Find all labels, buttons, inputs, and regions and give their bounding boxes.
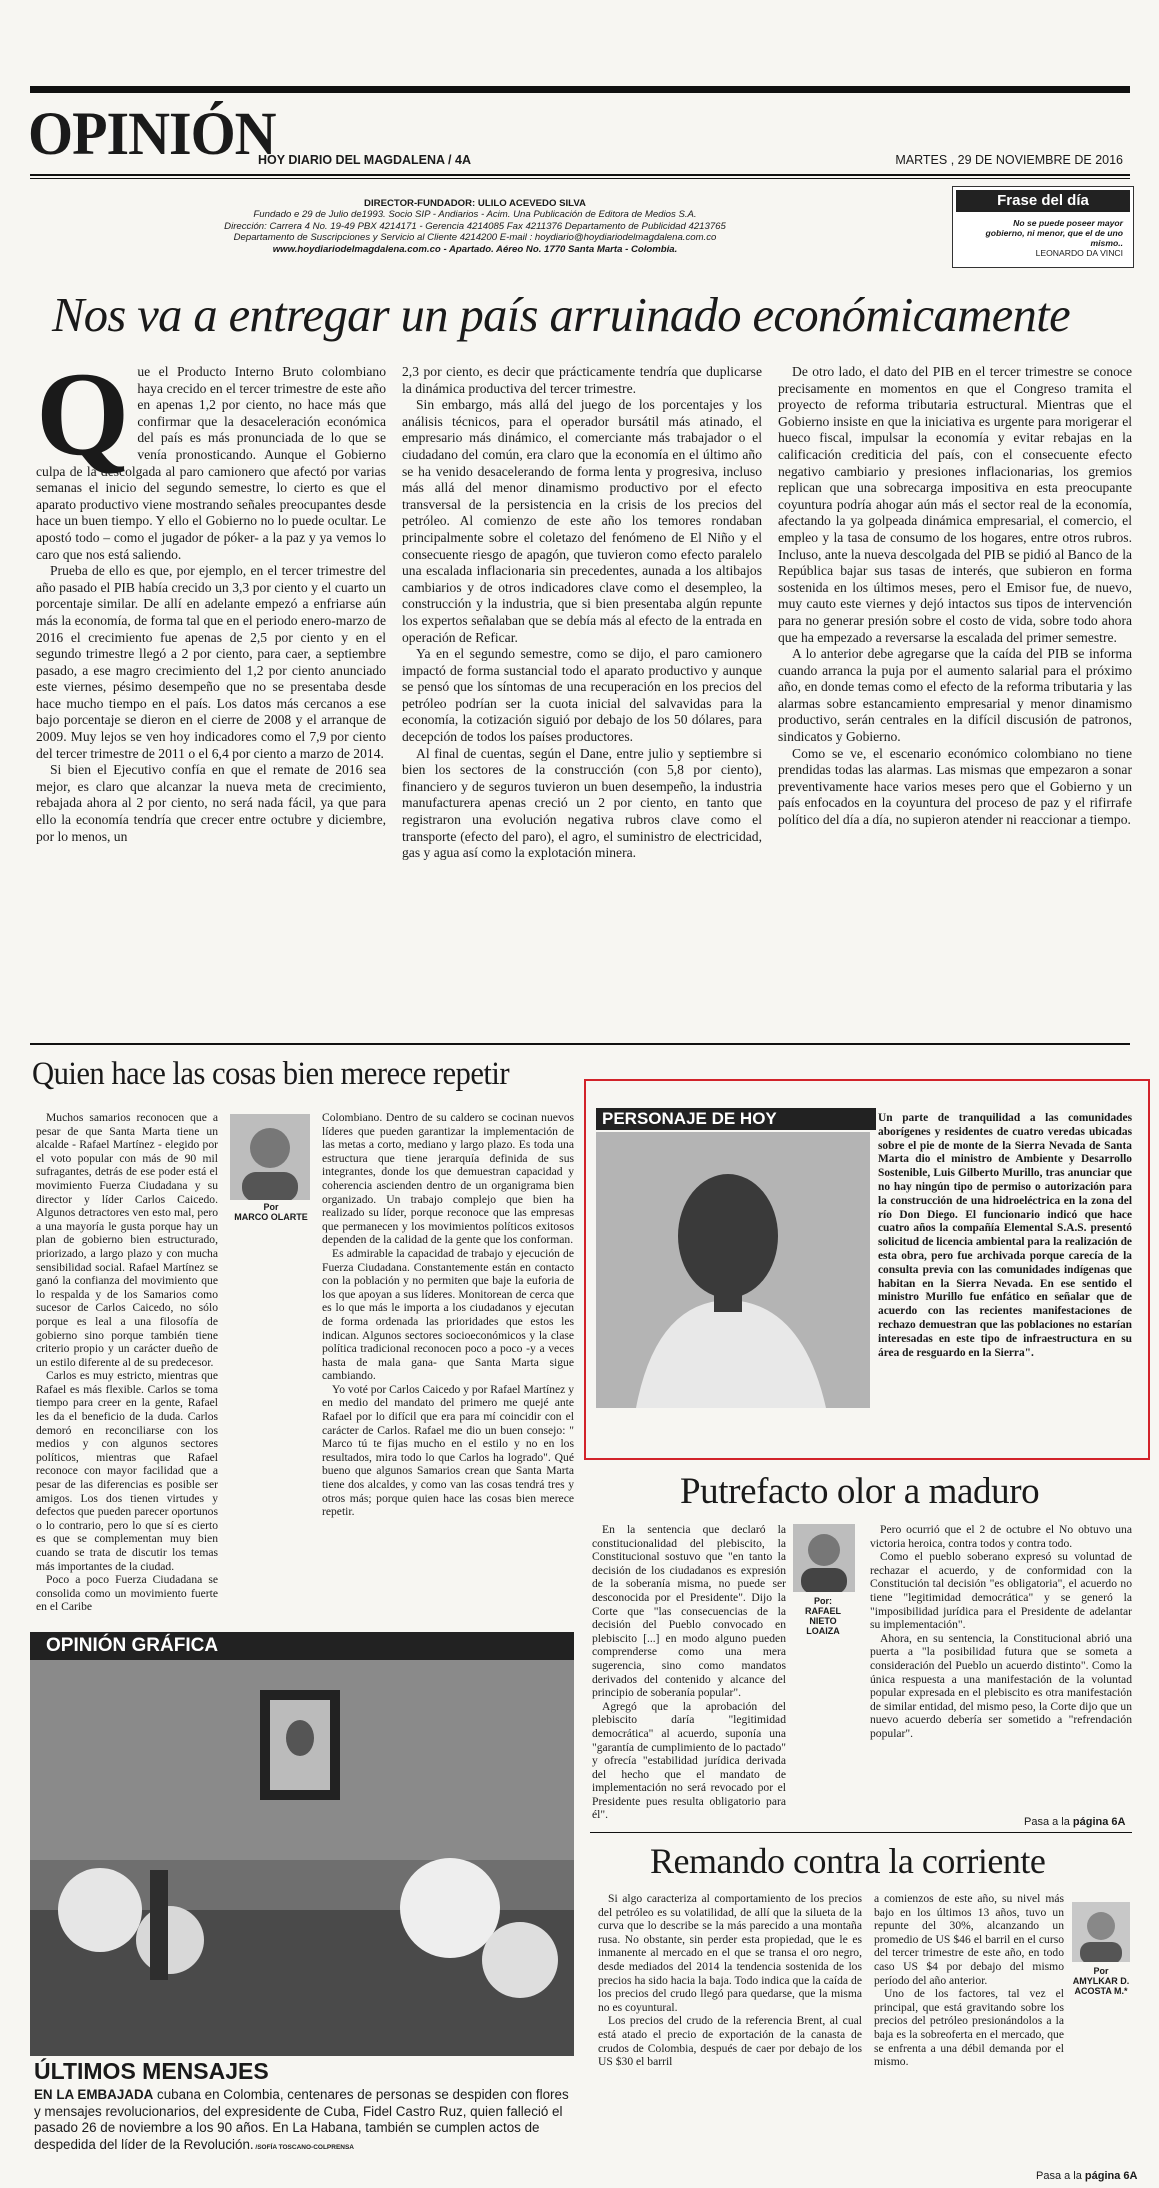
paper-page: HOY DIARIO DEL MAGDALENA / 4A: [258, 153, 471, 167]
paragraph: Agregó que la aprobación del plebiscito daría "legitimidad democrática" al acuerdo, suponía una "garantía de cumplimiento de lo pactado" y ofrecía "estabilidad jurídica derivada del hecho que el mandato de implementación no será revocado por el Presidente pues resulta obligatorio para él".: [592, 1699, 786, 1822]
frase-text: No se puede poseer mayor gobierno, ni menor, que el de uno mismo..: [985, 218, 1123, 248]
continued-page: página 6A: [1084, 2170, 1138, 2182]
masthead-rule-thin: [30, 178, 1130, 179]
continued-prefix: Pasa a la: [1024, 1816, 1073, 1828]
paragraph: Prueba de ello es que, por ejemplo, en el tercer trimestre del año pasado el PIB había crecido un 3,3 por ciento y el cuarto un porcentaje similar. De allí en adelante empezó a enfriarse aún más la economía, de forma tal que en el periodo enero-marzo de 2016 el crecimiento fue apenas de 2,5 por ciento y en el segundo trimestre llegó a 2 por ciento, para caer, a septiembre pasado, a ese magro crecimiento del 1,2 por ciento anunciado este viernes, pésimo desempeño que no se presentaba desde hace mucho tiempo en el país. Los datos más cercanos a ese bajo porcentaje se dieron en el cierre de 2008 y el arranque de 2009. Muy lejos se ven hoy indicadores como el 7,9 por ciento del tercer trimestre de 2011 o el 6,4 por ciento a marzo de 2014.: [36, 563, 386, 761]
column3-text-b: [874, 1892, 1064, 2069]
staff-box: [150, 198, 800, 255]
section-divider: [30, 1043, 1130, 1045]
grafica-photo: [30, 1660, 574, 2056]
paragraph: Pero ocurrió que el 2 de octubre el No obtuvo una victoria heroica, contra todos y contra todo.: [870, 1523, 1132, 1550]
paragraph: Si bien el Ejecutivo confía en que el remate de 2016 sea mejor, es claro que alcanzar la nueva meta de crecimiento, rebajada ahora al 2 por ciento, no será nada fácil, ya que para ello la economía tendría que crecer entre octubre y diciembre, por lo menos, un: [36, 762, 386, 844]
paragraph: Colombiano. Dentro de su caldero se cocinan nuevos líderes que pueden garantizar la implementación de las metas a corto, mediano y largo plazo. Es toda una estructura que tiene jerarquía definida de sus integrantes, donde los que demuestran capacidad y coherencia ascienden dentro de un organigrama bien organizado. Un trabajo complejo que bien ha realizado su líder, porque reconoce que las empresas que permanecen y los movimientos políticos exitosos dependen de la calidad de la gente que los conforman.: [322, 1111, 574, 1247]
frase-author: LEONARDO DA VINCI: [1035, 248, 1123, 258]
frase-title: Frase del día: [956, 190, 1130, 212]
paragraph: Ya en el segundo semestre, como se dijo, el paro camionero impactó de forma sustancial todo el aparato productivo y aunque se pensó que los síntomas de una recuperación en los precios del petróleo podrían ser la cuota inicial del salvavidas para la economía, la cotización siguió por debajo de los 50 dólares, para decepción de todos los países productores.: [402, 646, 762, 745]
paragraph: Uno de los factores, tal vez el principal, que está gravitando sobre los precios del petróleo presionándolos a la baja es la sobreoferta en el mercado, que se enfrenta a una débil demanda por el mismo.: [874, 1987, 1064, 2069]
paragraph: ue el Producto Interno Bruto colombiano haya crecido en el tercer trimestre de este año en apenas 1,2 por ciento, no hace más que confirmar que la desaceleración económica del país es más pronunciada de lo que se venía pronosticando. Aunque el Gobierno culpa de la descolgada al paro camionero que afectó por varias semanas el inicio del segundo semestre, lo cierto es que el aparato productivo viene mostrando señales preocupantes desde hace un buen tiempo. Y ello el Gobierno no lo puede ocultar. Le apostó todo – como el jugador de póker- a la paz y ya vemos lo caro que nos está saliendo.: [36, 364, 386, 562]
masthead-rule: [30, 174, 1130, 176]
paragraph: Carlos es muy estricto, mientras que Rafael es más flexible. Carlos se toma tiempo para creer en la gente, Rafael les da el beneficio de la duda. Carlos demoró en reconciliarse con los medios y con algunos sectores políticos, mientras que Rafael reconoce con mayor facilidad que a pesar de las diferencias es posible ser amigos. Los dos tienen virtudes y defectos que pueden parecer oportunos o lo contrario, pero lo que sí es cierto es que se complementan muy bien cuando se trata de discutir los temas más importantes de la ciudad.: [36, 1369, 218, 1573]
paragraph: Como se ve, el escenario económico colombiano no tiene prendidas todas las alarmas. Las mismas que empezaron a sonar preventivamente hace varios meses pero que el Gobierno y un país enfocados en la coyuntura del proceso de paz y el rifirrafe político del día a día, no supieron atender ni reaccionar a tiempo.: [778, 745, 1132, 828]
portrait-icon: [793, 1524, 855, 1592]
continued-prefix: Pasa a la: [1036, 2170, 1085, 2182]
paragraph: Es admirable la capacidad de trabajo y ejecución de Fuerza Ciudadana. Constantemente están en contacto con la población y no permiten que baje la euforia de los que apoyan a sus líderes. Monitorean de cerca que es lo que más le importa a los ciudadanos y ejecutan de forma ordenada las prioridades que estos les indican. Algunos sectores socioeconómicos y la clase política tradicional reconocen poco a poco -y a veces hasta de mala gana- que Santa Marta sigue cambiando.: [322, 1246, 574, 1383]
paragraph: Yo voté por Carlos Caicedo y por Rafael Martínez y en medio del mandato del primero me quejé ante Rafael por lo difícil que era para mí coincidir con el carácter de Carlos. Rafael me dio un buen consejo: " Marco tú te fijas mucho en el estilo y no en los resultados, mira todo lo que Carlos ha logrado". Qué bueno que algunos Samarios crean que Santa Marta tiene dos alcaldes, y como van las cosas tendrá tres y otros más; porque quien hace las cosas bien merece repetir.: [322, 1382, 574, 1519]
paragraph: Si algo caracteriza al comportamiento de los precios del petróleo es su volatilidad, de allí que la silueta de la curva que lo describe se la más parecido a una montaña rusa. No obstante, sin perder esta propiedad, que le es inmanente al mercado en el que se transa el oro negro, desde mediados del 2014 la tendencia sostenida de los precios ha sido hacia la baja. Todo indica que la caída de los precios del crudo llegó para quedarse, que la misma no es coyuntural.: [598, 1892, 862, 2014]
column-headline: Remando contra la corriente: [650, 1841, 1046, 1881]
frase-del-dia-box: [952, 186, 1134, 268]
section-title: OPINIÓN: [28, 99, 276, 168]
byline-name: RAFAEL NIETO LOAIZA: [805, 1606, 841, 1636]
byline: [793, 1596, 853, 1636]
column-headline: Putrefacto olor a maduro: [680, 1471, 1040, 1512]
columnist-photo: [1072, 1902, 1130, 1962]
grafica-title: ÚLTIMOS MENSAJES: [34, 2058, 269, 2084]
grafica-label: OPINIÓN GRÁFICA: [30, 1632, 574, 1660]
paragraph: En la sentencia que declaró la constitucionalidad del plebiscito, la Constitucional sostuvo que "en tanto la decisión de los ciudadanos es expresión de la soberanía misma, no puede ser desconocida por el Presidente". Dijo la Corte que "las consecuencias de la decisión del Pueblo convocado en plebiscito [...] en modo alguno pueden comprenderse como una mera sugerencia, sino como mandatos derivados del contenido y alcance del principio de soberanía popular".: [592, 1523, 786, 1700]
paragraph: Los precios del crudo de la referencia Brent, al cual está atado el precio de exportación de la canasta de crudos de Colombia, después de caer por debajo de los US $30 el barril: [598, 2014, 862, 2069]
website-line: www.hoydiariodelmagdalena.com.co - Apartado. Aéreo No. 1770 Santa Marta - Colombia.: [272, 243, 678, 255]
continued-page: página 6A: [1072, 1816, 1126, 1828]
column1-text-b: [322, 1111, 574, 1519]
paragraph: Sin embargo, más allá del juego de los porcentajes y los análisis técnicos, para el operador bursátil más atinado, el empresario más dinámico, el comerciante más trabajador o el ciudadano del común, era claro que la economía en el último año se ha venido desacelerando de forma lenta y progresiva, incluso más allá del menor dinamismo productivo por el efecto transversal de la persistencia en la crisis de los precios del petróleo. Al comienzo de este año los temores rondaban principalmente sobre el coletazo del fenómeno de El Niño y el consecuente riesgo de apagón, que tuvieron como efecto paralelo una escalada inflacionaria sin precedentes, aunada a los altibajos cambiarios y de otros indicadores clave como el desempleo, la construcción y la industria, que si bien presentaba algún repunte los expertos señalaban que se debía más al efecto de la entrada en operación de Reficar.: [402, 397, 762, 645]
byline-name: MARCO OLARTE: [234, 1212, 308, 1222]
info-line: Fundado e 29 de Julio de1993. Socio SIP - Andiarios - Acim. Una Publicación de Editora de Medios S.A.: [253, 209, 697, 221]
column3-text-a: [598, 1892, 862, 2069]
paragraph: Ahora, en su sentencia, la Constitucional abrió una puerta a "la posibilidad futura que se someta a consideración del Pueblo un acuerdo distinto". Como la única respuesta a una manifestación de la voluntad popular expresada en el plebiscito es otra manifestación de similar entidad, del mismo peso, la Corte dijo que un nuevo acuerdo debería ser sometido a "refrendación popular".: [870, 1631, 1132, 1740]
byline: [1066, 1966, 1136, 1996]
personaje-text: [878, 1112, 1132, 1360]
memorial-photo-icon: [30, 1660, 574, 2056]
byline: [232, 1202, 310, 1222]
column-headline: Quien hace las cosas bien merece repetir: [32, 1056, 510, 1092]
paragraph: Muchos samarios reconocen que a pesar de que Santa Marta tiene un alcalde - Rafael Martínez - elegido por el voto popular con más de 90 mil sufragantes, detrás de ese poder está el movimiento Fuerza Ciudadana y su director y líder Carlos Caicedo. Algunos detractores ven esto mal, pero a una mayoría le gusta porque hay un plan de gobierno bien estructurado, priorizado, a largo plazo y con mucha sensibilidad social. Rafael Martínez se ganó la confianza del movimiento que lo respalda y de los Samarios como sucesor de Carlos Caicedo, no sólo porque es leal a una filosofía de gobierno sino porque también tiene criterio propio y un carácter dueño de un estilo diferente al de su predecesor.: [36, 1111, 218, 1369]
issue-date: MARTES , 29 DE NOVIEMBRE DE 2016: [895, 153, 1123, 167]
editorial-column-2: [402, 364, 762, 862]
byline-por: Por: [263, 1202, 279, 1212]
photo-credit: /SOFÍA TOSCANO-COLPRENSA: [253, 2143, 355, 2151]
paragraph: De otro lado, el dato del PIB en el tercer trimestre se conoce precisamente en momentos en que el Congreso tramita el proyecto de reforma tributaria estructural. Mientras que el Gobierno insiste en que la iniciativa es urgente para morigerar el hueco fiscal, impulsar la economía y evitar rebajas en la calificación crediticia del país, con el consecuente efecto negativo cambiario y presiones inflacionarias, los gremios replican que una sobrecarga impositiva en esta preocupante coyuntura podría ahogar aún más el sector real de la economía, afectando la ya golpeada dinámica empresarial, el comercio, el empleo y la tasa de consumo de los hogares, entre otros rubros. Incluso, ante la nueva descolgada del PIB se pidió al Banco de la República bajar sus tasas de interés, que subieron en forma sostenida en los últimos meses, pero el Emisor fue, de nuevo, muy cauto este viernes y dejó intactos sus tipos de intervención para no generar presión sobre el costo de vida, sobre todo ahora que ha empezado a reversarse la escalada del primer semestre.: [778, 364, 1132, 645]
editorial-column-1: [36, 347, 386, 845]
paragraph: Como el pueblo soberano expresó su voluntad de rechazar el acuerdo, y de conformidad con la Constitución tal decisión "es obligatoria", el acuerdo no tiene "legitimidad democrática" y se generó la "imposibilidad jurídica para el Presidente de adelantar su implementación".: [870, 1550, 1132, 1632]
byline-por: Por:: [814, 1596, 832, 1606]
portrait-icon: [1072, 1902, 1130, 1962]
paragraph: a comienzos de este año, su nivel más bajo en los últimos 13 años, tuvo un repunte del 30%, alcanzando un promedio de US $46 el barril en el curso del tercer trimestre de este año, en todo caso US $4 por debajo del mismo período del año anterior.: [874, 1892, 1064, 1987]
continued-link[interactable]: [1036, 2170, 1138, 2182]
info-line: Departamento de Suscripciones y Servicio al Cliente 4214200 E-mail : hoydiario@hoydiariodelmagdalena.com.co: [233, 232, 717, 244]
portrait-icon: [230, 1114, 310, 1200]
column1-text-a-top: [36, 1111, 218, 1614]
director-line: DIRECTOR-FUNDADOR: ULILO ACEVEDO SILVA: [364, 198, 586, 209]
continued-link[interactable]: [1024, 1816, 1126, 1828]
paragraph: Poco a poco Fuerza Ciudadana se consolida como un movimiento fuerte en el Caribe: [36, 1573, 218, 1614]
paragraph: A lo anterior debe agregarse que la caída del PIB se informa cuando arranca la puja por el aumento salarial para el próximo año, en donde temas como el efecto de la reforma tributaria y las alarmas sobre estancamiento empresarial y menor dinamismo productivo, serán centrales en la difícil discusión de patronos, sindicatos y Gobierno.: [778, 646, 1132, 745]
info-line: Dirección: Carrera 4 No. 19-49 PBX 4214171 - Gerencia 4214085 Fax 4211376 Departamento de Publicidad 4213765: [224, 220, 726, 232]
paragraph: Al final de cuentas, según el Dane, entre julio y septiembre si bien los sectores de la construcción (con 5,8 por ciento), financiero y de seguros tuvieron un buen desempeño, la industria manufacturera apenas creció un 2 por ciento, en tanto que registraron una evolución negativa rubros clave como el transporte (efecto del paro), el agro, el suministro de electricidad, gas y agua así como la explotación minera.: [402, 745, 762, 861]
editorial-headline: Nos va a entregar un país arruinado económicamente: [52, 287, 1071, 342]
column2-text-a: [592, 1523, 786, 1822]
caption-lead: EN LA EMBAJADA: [34, 2087, 154, 2102]
column2-text-b: [870, 1523, 1132, 1741]
paragraph: Un parte de tranquilidad a las comunidades aborígenes y residentes de cuatro veredas ubicadas sobre el pie de monte de la Sierra Nevada de Santa Marta dio el ministro de Ambiente y Desarrollo Sostenible, Luis Gilberto Murillo, tras anunciar que no hay ningún tipo de permiso o autorización para la construcción de una hidroeléctrica en la zona del río Don Diego. El funcionario indicó que hace cuatro años la compañía Elemental S.A.S. presentó solicitud de licencia ambiental para la realización de esta obra, pero fue archivada porque carecía de la consulta previa con las comunidades indígenas que habitan en la Sierra Nevada. En ese sentido el ministro Murillo fue enfático en señalar que de acuerdo con las recientes manifestaciones de rechazo demuestran que las poblaciones no estarían interesadas en este tipo de infraestructura en su área de resguardo en la Sierra".: [878, 1112, 1132, 1359]
byline-por: Por: [1093, 1966, 1109, 1976]
portrait-icon: [596, 1132, 870, 1408]
editorial-column-3: [778, 364, 1132, 829]
grafica-caption: [34, 2087, 570, 2156]
divider: [590, 1832, 1132, 1833]
columnist-photo: [793, 1524, 855, 1592]
top-rule: [30, 86, 1130, 93]
personaje-label: PERSONAJE DE HOY: [596, 1108, 876, 1130]
byline-name: AMYLKAR D. ACOSTA M.*: [1072, 1976, 1130, 1996]
paragraph: 2,3 por ciento, es decir que prácticamente tendría que duplicarse la dinámica productiva del tercer trimestre.: [402, 364, 762, 396]
personaje-photo: [596, 1132, 870, 1408]
columnist-photo: [230, 1114, 310, 1200]
caption-text: cubana en Colombia, centenares de personas se despiden con flores y mensajes revolucionarios, del expresidente de Cuba, Fidel Castro Ruz, quien falleció el pasado 26 de noviembre a los 90 años. En La Habana, también se cumplen actos de despedida del líder de la Revolución.: [34, 2087, 569, 2152]
drop-cap: Q: [36, 347, 130, 480]
